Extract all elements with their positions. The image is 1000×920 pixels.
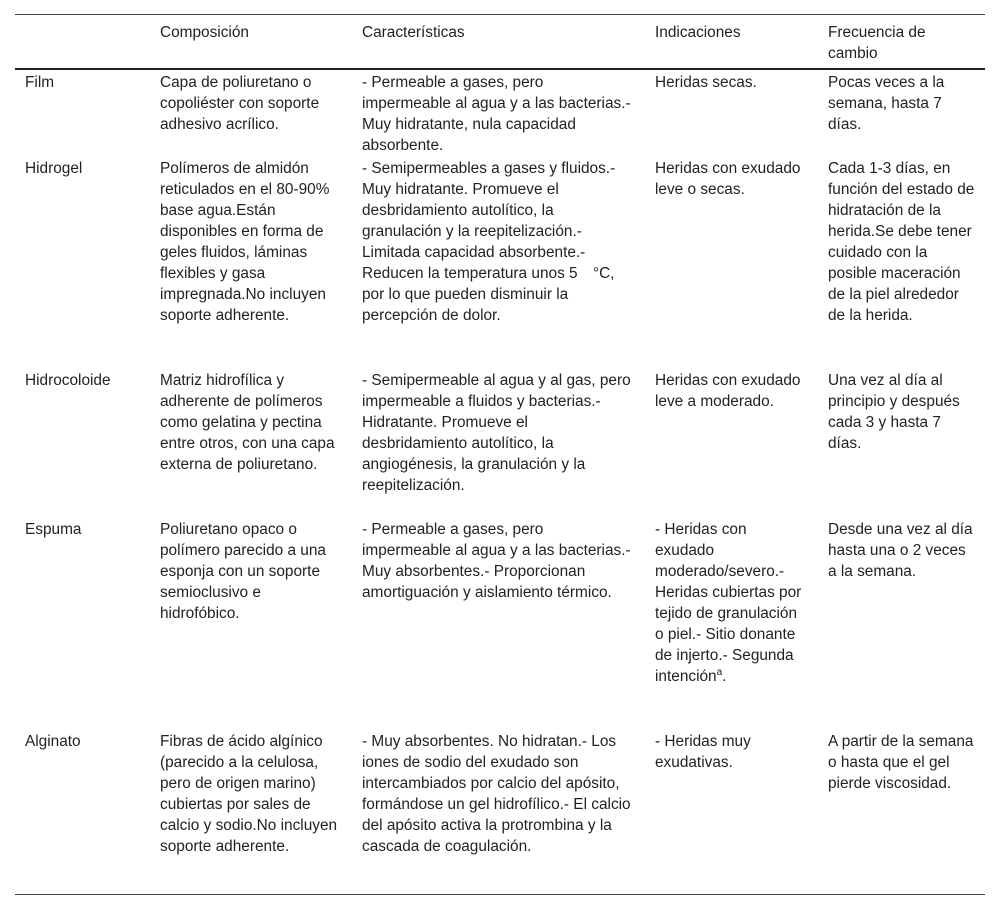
cell-caracteristicas: - Permeable a gases, pero impermeable al agua y a las bacterias.- Muy absorbentes.- Proporcionan amortiguación y aislamiento térmico.	[362, 521, 631, 601]
row-name: Alginato	[25, 733, 81, 750]
indicaciones-text: - Heridas con exudado moderado/severo.- Heridas cubiertas por tejido de granulación o piel.- Sitio donante de injerto.- Segunda intención	[655, 521, 802, 685]
row-name: Hidrocoloide	[25, 372, 111, 389]
cell-composicion: Capa de poliuretano o copoliéster con soporte adhesivo acrílico.	[160, 74, 320, 133]
table-body	[15, 69, 985, 894]
header-indicaciones: Indicaciones	[655, 24, 741, 41]
cell-composicion: Poliuretano opaco o polímero parecido a una esponja con un soporte semioclusivo e hidrofóbico.	[160, 521, 326, 622]
table-row	[15, 368, 985, 517]
table-header	[15, 15, 985, 70]
header-frecuencia: Frecuencia de cambio	[828, 24, 926, 62]
cell-composicion: Matriz hidrofílica y adherente de polímeros como gelatina y pectina entre otros, con una capa externa de poliuretano.	[160, 372, 335, 473]
cell-indicaciones: Heridas secas.	[655, 74, 757, 91]
cell-indicaciones: Heridas con exudado leve o secas.	[655, 160, 801, 198]
cell-frecuencia: Desde una vez al día hasta una o 2 veces a la semana.	[828, 521, 973, 580]
header-empty	[15, 15, 150, 70]
wound-dressings-table	[15, 14, 985, 895]
cell-indicaciones: - Heridas muy exudativas.	[655, 733, 751, 771]
cell-indicaciones: Heridas con exudado leve a moderado.	[655, 372, 801, 410]
row-name: Film	[25, 74, 55, 91]
cell-frecuencia: A partir de la semana o hasta que el gel pierde viscosidad.	[828, 733, 974, 792]
cell-caracteristicas: - Semipermeables a gases y fluidos.- Muy hidratante. Promueve el desbridamiento autolítico, la granulación y la reepitelización.- Limitada capacidad absorbente.- Reducen la temperatura unos 5 °C, por lo que pueden disminuir la percepción de dolor.	[362, 160, 616, 324]
cell-caracteristicas: - Permeable a gases, pero impermeable al agua y a las bacterias.- Muy hidratante, nula capacidad absorbente.	[362, 74, 631, 154]
cell-composicion: Polímeros de almidón reticulados en el 80-90% base agua.Están disponibles en forma de geles fluidos, láminas flexibles y gasa impregnada.No incluyen soporte adherente.	[160, 160, 330, 324]
cell-caracteristicas: - Semipermeable al agua y al gas, pero impermeable a fluidos y bacterias.- Hidratante. Promueve el desbridamiento autolítico, la angiogénesis, la granulación y la reepitelización.	[362, 372, 631, 494]
row-name: Hidrogel	[25, 160, 83, 177]
table-container	[15, 14, 985, 895]
cell-frecuencia: Una vez al día al principio y después cada 3 y hasta 7 días.	[828, 372, 960, 452]
cell-composicion: Fibras de ácido algínico (parecido a la celulosa, pero de origen marino) cubiertas por sales de calcio y sodio.No incluyen soporte adherente.	[160, 733, 338, 855]
header-composicion: Composición	[160, 24, 249, 41]
table-row	[15, 156, 985, 368]
footnote-marker: a	[716, 666, 723, 678]
cell-indicaciones	[645, 517, 818, 729]
cell-caracteristicas: - Muy absorbentes. No hidratan.- Los iones de sodio del exudado son intercambiados por calcio del apósito, formándose un gel hidrofílico.- El calcio del apósito activa la protrombina y la cascada de coagulación.	[362, 733, 631, 855]
cell-frecuencia: Pocas veces a la semana, hasta 7 días.	[828, 74, 945, 133]
table-row	[15, 729, 985, 894]
table-row	[15, 69, 985, 156]
table-row	[15, 517, 985, 729]
header-row	[15, 15, 985, 70]
cell-frecuencia: Cada 1-3 días, en función del estado de hidratación de la herida.Se debe tener cuidado con la posible maceración de la piel alrededor de la herida.	[828, 160, 975, 324]
row-name: Espuma	[25, 521, 82, 538]
indicaciones-tail: .	[722, 668, 727, 685]
header-caracteristicas: Características	[362, 24, 465, 41]
